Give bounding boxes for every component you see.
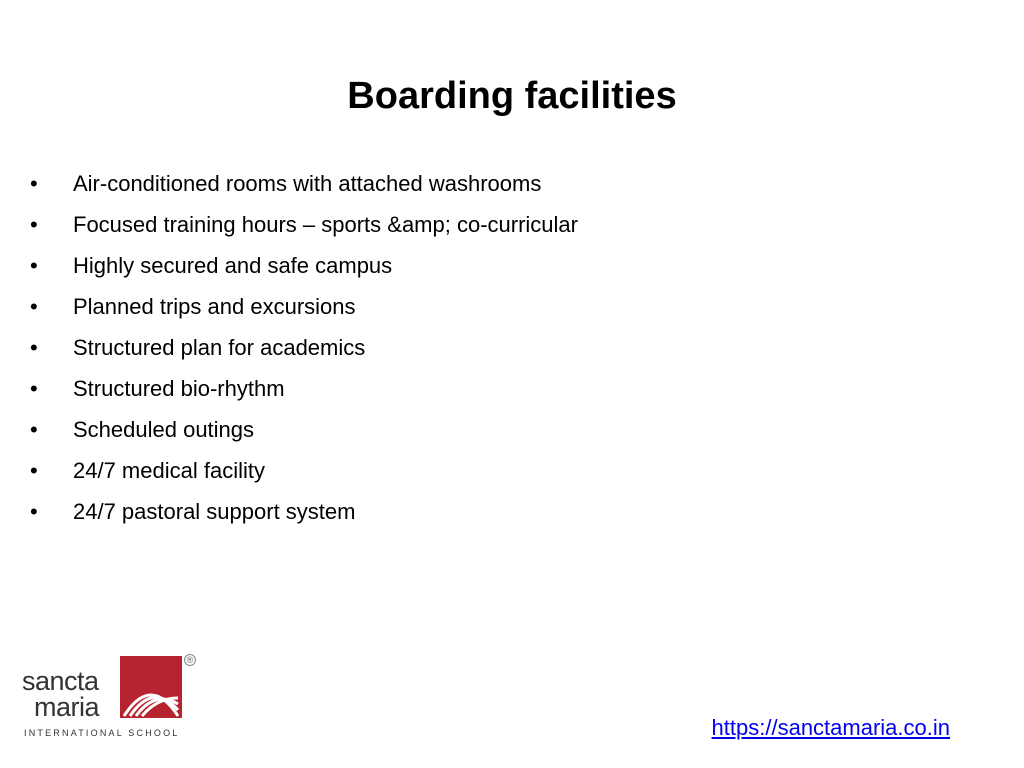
logo-word-sancta: sancta — [22, 666, 99, 696]
list-item-text: Highly secured and safe campus — [73, 253, 393, 278]
bullet-icon: • — [30, 417, 38, 442]
list-item-text: Scheduled outings — [73, 417, 255, 442]
website-link[interactable]: https://sanctamaria.co.in — [711, 715, 950, 740]
bullet-icon: • — [30, 376, 38, 401]
list-item-text: Air-conditioned rooms with attached washrooms — [73, 171, 542, 196]
bullet-icon: • — [30, 499, 38, 524]
logo-word-maria: maria — [34, 692, 100, 722]
list-item — [30, 368, 578, 409]
bullet-icon: • — [30, 212, 38, 237]
slide-title: Boarding facilities — [347, 75, 677, 117]
list-item-text: 24/7 pastoral support system — [73, 499, 356, 524]
bullet-icon: • — [30, 335, 38, 360]
list-item-text: Planned trips and excursions — [73, 294, 356, 319]
list-item-text: Structured plan for academics — [73, 335, 366, 360]
logo-subtitle: INTERNATIONAL SCHOOL — [24, 728, 180, 738]
list-item — [30, 163, 578, 204]
list-item — [30, 409, 578, 450]
list-item-text: Structured bio-rhythm — [73, 376, 285, 401]
logo-arcs-icon — [120, 656, 182, 718]
list-item — [30, 491, 578, 532]
list-item — [30, 204, 578, 245]
list-item — [30, 450, 578, 491]
bullet-icon: • — [30, 294, 38, 319]
list-item-text: 24/7 medical facility — [73, 458, 265, 483]
bullet-icon: • — [30, 171, 38, 196]
list-item-text: Focused training hours – sports &amp; co-curricular — [73, 212, 578, 237]
bullet-icon: • — [30, 253, 38, 278]
list-item — [30, 327, 578, 368]
registered-mark-icon: ® — [184, 654, 196, 666]
bullet-list — [30, 163, 578, 532]
school-logo — [22, 654, 202, 742]
list-item — [30, 245, 578, 286]
bullet-icon: • — [30, 458, 38, 483]
list-item — [30, 286, 578, 327]
logo-mark-icon — [120, 656, 182, 718]
